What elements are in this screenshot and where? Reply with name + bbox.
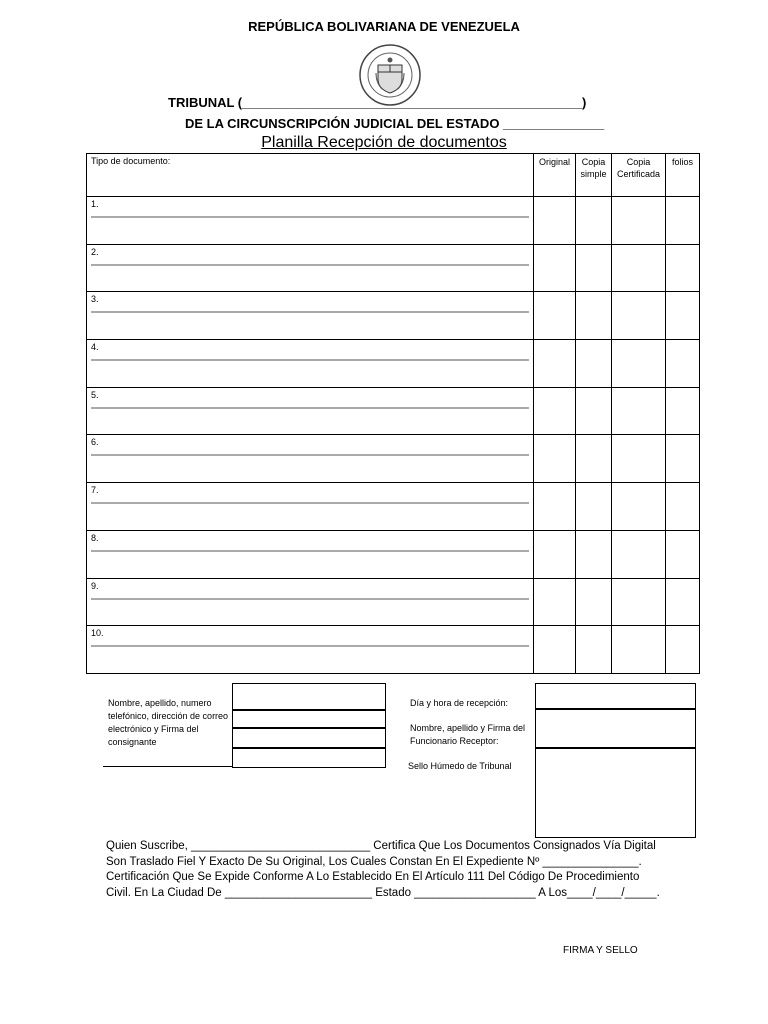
cert-line-1: Quien Suscribe, ____________________________ Certifica Que Los Documentos Consignados Vía Digital (106, 840, 656, 852)
folios-cell[interactable] (666, 578, 700, 626)
header-copia-certificada: Copia Certificada (612, 154, 666, 197)
row-number: 1. (91, 199, 99, 209)
copia-simple-cell[interactable] (576, 197, 612, 245)
row-number: 2. (91, 246, 99, 257)
table-row (87, 387, 700, 435)
table-header-row (87, 154, 700, 197)
document-description-cell[interactable] (87, 387, 534, 435)
funcionario-receptor-label: Nombre, apellido y Firma del Funcionario Receptor: (410, 723, 526, 746)
header-copia-simple: Copia simple (576, 154, 612, 197)
document-description-cell[interactable] (87, 626, 534, 674)
folios-cell[interactable] (666, 244, 700, 292)
copia-simple-cell[interactable] (576, 340, 612, 388)
row-number: 10. (91, 628, 104, 639)
row-number: 6. (91, 437, 99, 448)
funcionario-receptor-field[interactable] (535, 708, 696, 749)
copia-certificada-cell[interactable] (612, 340, 666, 388)
original-cell[interactable] (534, 626, 576, 674)
document-description-cell[interactable] (87, 197, 534, 245)
row-write-line (91, 454, 529, 456)
row-write-line (91, 216, 529, 218)
table-row (87, 483, 700, 531)
copia-certificada-cell[interactable] (612, 435, 666, 483)
copia-simple-cell[interactable] (576, 292, 612, 340)
copia-certificada-cell[interactable] (612, 483, 666, 531)
original-cell[interactable] (534, 244, 576, 292)
header-original: Original (534, 154, 576, 197)
folios-cell[interactable] (666, 340, 700, 388)
copia-certificada-cell[interactable] (612, 387, 666, 435)
row-write-line (91, 311, 529, 313)
copia-certificada-cell[interactable] (612, 244, 666, 292)
document-description-cell[interactable] (87, 435, 534, 483)
row-number: 7. (91, 485, 99, 496)
row-number: 8. (91, 532, 99, 543)
copia-certificada-cell[interactable] (612, 530, 666, 578)
folios-cell[interactable] (666, 197, 700, 245)
consignante-field-2[interactable] (232, 709, 386, 729)
tribunal-line: TRIBUNAL (_______________________________________________) (168, 95, 587, 110)
row-number: 4. (91, 342, 99, 353)
fecha-recepcion-field[interactable] (535, 683, 696, 710)
consignante-signature-line (103, 766, 233, 767)
folios-cell[interactable] (666, 387, 700, 435)
original-cell[interactable] (534, 292, 576, 340)
sello-humedo-label: Sello Húmedo de Tribunal (408, 761, 512, 771)
copia-certificada-cell[interactable] (612, 578, 666, 626)
firma-y-sello: FIRMA Y SELLO (563, 945, 638, 956)
copia-simple-cell[interactable] (576, 578, 612, 626)
original-cell[interactable] (534, 530, 576, 578)
folios-cell[interactable] (666, 483, 700, 531)
table-row (87, 530, 700, 578)
row-number: 5. (91, 389, 99, 400)
consignante-field-1[interactable] (232, 683, 386, 711)
documents-table (86, 153, 700, 674)
original-cell[interactable] (534, 435, 576, 483)
document-description-cell[interactable] (87, 530, 534, 578)
folios-cell[interactable] (666, 292, 700, 340)
folios-cell[interactable] (666, 530, 700, 578)
copia-simple-cell[interactable] (576, 483, 612, 531)
folios-cell[interactable] (666, 435, 700, 483)
cert-line-2: Son Traslado Fiel Y Exacto De Su Original, Los Cuales Constan En El Expediente Nº _______________. (106, 855, 642, 868)
row-write-line (91, 407, 529, 409)
copia-certificada-cell[interactable] (612, 292, 666, 340)
cert-line-4: Civil. En La Ciudad De _______________________ Estado ___________________ A Los____/____/_____. (106, 886, 660, 899)
original-cell[interactable] (534, 578, 576, 626)
original-cell[interactable] (534, 197, 576, 245)
consignante-label: Nombre, apellido, numero telefónico, dirección de correo electrónico y Firma del consignante (108, 698, 229, 747)
certificacion-text (106, 839, 706, 901)
form-title-text: Planilla Recepción de documentos (261, 134, 507, 151)
cert-line-3: Certificación Que Se Expide Conforme A Lo Establecido En El Artículo 111 Del Código De Procedimiento (106, 871, 640, 883)
header-folios: folios (666, 154, 700, 197)
copia-certificada-cell[interactable] (612, 626, 666, 674)
table-row (87, 626, 700, 674)
document-description-cell[interactable] (87, 244, 534, 292)
row-number: 9. (91, 580, 99, 591)
consignante-field-4[interactable] (232, 747, 386, 768)
document-description-cell[interactable] (87, 578, 534, 626)
consignante-field-3[interactable] (232, 727, 386, 749)
table-row (87, 197, 700, 245)
original-cell[interactable] (534, 483, 576, 531)
row-write-line (91, 502, 529, 504)
row-write-line (91, 645, 529, 647)
row-write-line (91, 598, 529, 600)
header-country: REPÚBLICA BOLIVARIANA DE VENEZUELA (248, 19, 520, 34)
copia-simple-cell[interactable] (576, 435, 612, 483)
document-description-cell[interactable] (87, 340, 534, 388)
row-write-line (91, 264, 529, 266)
folios-cell[interactable] (666, 626, 700, 674)
table-row (87, 244, 700, 292)
original-cell[interactable] (534, 340, 576, 388)
table-row (87, 340, 700, 388)
document-description-cell[interactable] (87, 292, 534, 340)
document-description-cell[interactable] (87, 483, 534, 531)
row-number: 3. (91, 294, 99, 305)
row-write-line (91, 550, 529, 552)
copia-certificada-cell[interactable] (612, 197, 666, 245)
fecha-recepcion-label: Día y hora de recepción: (410, 698, 509, 708)
sello-humedo-box[interactable] (535, 747, 696, 838)
row-write-line (91, 359, 529, 361)
copia-simple-cell[interactable] (576, 244, 612, 292)
original-cell[interactable] (534, 387, 576, 435)
copia-simple-cell[interactable] (576, 387, 612, 435)
form-title (0, 134, 768, 152)
circunscripcion-line: DE LA CIRCUNSCRIPCIÓN JUDICIAL DEL ESTADO ______________ (185, 116, 605, 131)
table-row (87, 578, 700, 626)
table-row (87, 292, 700, 340)
header-tipo: Tipo de documento: (87, 154, 534, 197)
table-row (87, 435, 700, 483)
copia-simple-cell[interactable] (576, 626, 612, 674)
copia-simple-cell[interactable] (576, 530, 612, 578)
